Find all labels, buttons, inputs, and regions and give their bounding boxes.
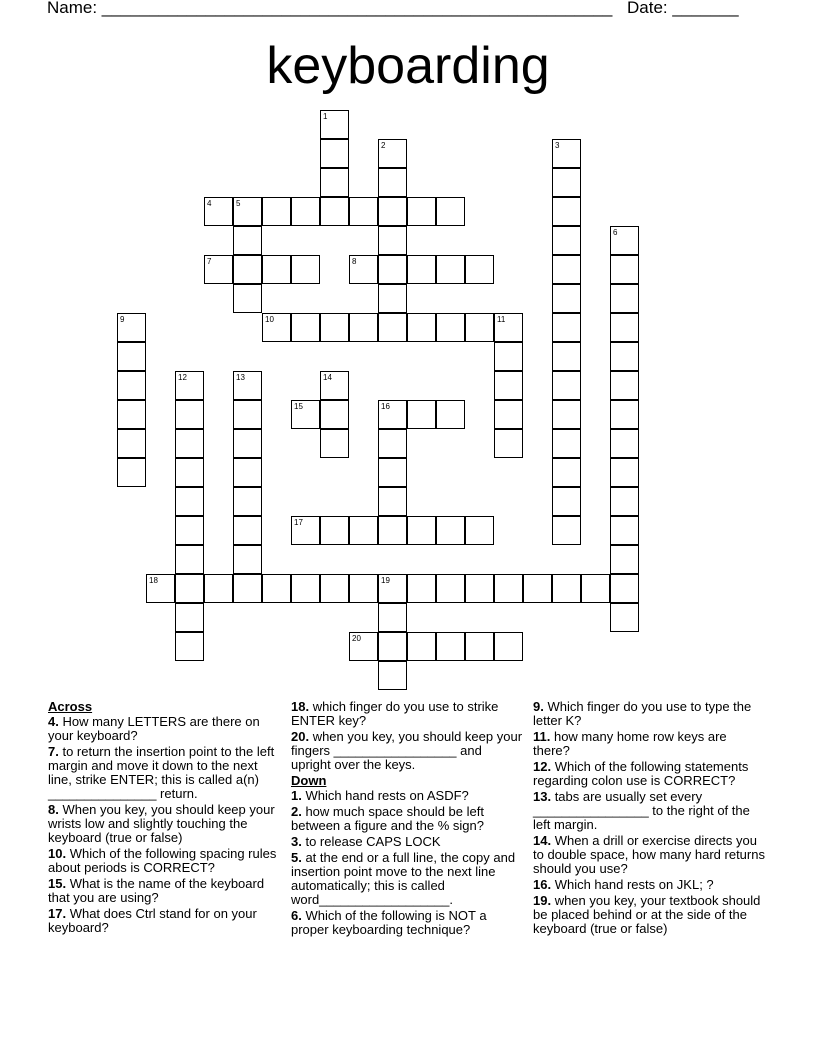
clues-column-3: [533, 700, 767, 938]
crossword-cell[interactable]: [552, 342, 581, 371]
crossword-cell[interactable]: [378, 226, 407, 255]
clue-number: 7: [207, 257, 212, 266]
clue-item-text: when you key, your textbook should be placed behind or at the side of the keyboard (true or false): [533, 893, 761, 936]
clue-item-text: how many home row keys are there?: [533, 729, 727, 758]
clue-item-text: What does Ctrl stand for on your keyboard?: [48, 906, 257, 935]
clue-number: 4: [207, 199, 212, 208]
crossword-cell[interactable]: [117, 371, 146, 400]
clue-item-number: 6.: [291, 908, 302, 923]
crossword-cell[interactable]: [378, 168, 407, 197]
crossword-cell[interactable]: [610, 487, 639, 516]
crossword-cell[interactable]: [117, 429, 146, 458]
clue-number: 6: [613, 228, 618, 237]
crossword-cell[interactable]: [552, 429, 581, 458]
crossword-cell[interactable]: [175, 458, 204, 487]
crossword-cell[interactable]: [233, 255, 262, 284]
clue-item-text: Which of the following spacing rules about periods is CORRECT?: [48, 846, 277, 875]
clue-item: [48, 907, 282, 935]
crossword-cell[interactable]: [581, 574, 610, 603]
crossword-cell[interactable]: [610, 284, 639, 313]
crossword-cell[interactable]: [407, 516, 436, 545]
crossword-cell[interactable]: [204, 574, 233, 603]
clue-item-text: Which of the following is NOT a proper keyboarding technique?: [291, 908, 487, 937]
clue-number: 17: [294, 518, 303, 527]
clue-item: [533, 700, 767, 728]
crossword-cell[interactable]: [378, 516, 407, 545]
clue-number: 11: [497, 315, 506, 324]
crossword-cell[interactable]: [465, 255, 494, 284]
clue-item-number: 12.: [533, 759, 552, 774]
crossword-cell[interactable]: [407, 574, 436, 603]
crossword-cell[interactable]: [465, 632, 494, 661]
clue-item-number: 5.: [291, 850, 302, 865]
clue-number: 8: [352, 257, 357, 266]
crossword-cell[interactable]: [523, 574, 552, 603]
crossword-cell[interactable]: [378, 661, 407, 690]
clue-item-text: Which of the following statements regarding colon use is CORRECT?: [533, 759, 749, 788]
crossword-cell[interactable]: [378, 632, 407, 661]
crossword-cell[interactable]: [407, 313, 436, 342]
crossword-cell[interactable]: [262, 197, 291, 226]
crossword-cell[interactable]: [291, 197, 320, 226]
crossword-cell[interactable]: [494, 371, 523, 400]
crossword-cell[interactable]: [378, 458, 407, 487]
crossword-cell[interactable]: [233, 458, 262, 487]
clue-item-text: to release CAPS LOCK: [301, 834, 441, 849]
clue-item-number: 7.: [48, 744, 59, 759]
crossword-cell[interactable]: [349, 516, 378, 545]
crossword-cell[interactable]: [610, 458, 639, 487]
clue-item: [291, 805, 525, 833]
crossword-cell[interactable]: [117, 342, 146, 371]
crossword-cell[interactable]: [552, 516, 581, 545]
crossword-cell[interactable]: [494, 400, 523, 429]
clue-number: 14: [323, 373, 332, 382]
clue-item: [291, 835, 525, 849]
clue-item-text: tabs are usually set every ________________ to the right of the left margin.: [533, 789, 750, 832]
clue-item-number: 11.: [533, 729, 551, 744]
clue-item: [48, 803, 282, 845]
crossword-cell[interactable]: [262, 255, 291, 284]
puzzle-title: keyboarding: [266, 37, 550, 95]
crossword-cell[interactable]: [233, 226, 262, 255]
crossword-cell[interactable]: [552, 458, 581, 487]
crossword-cell[interactable]: [465, 313, 494, 342]
clues-column-1: [48, 700, 282, 937]
clue-item-number: 18.: [291, 699, 310, 714]
clue-number: 19: [381, 576, 390, 585]
clue-number: 13: [236, 373, 245, 382]
clue-number: 10: [265, 315, 274, 324]
crossword-cell[interactable]: [610, 342, 639, 371]
clue-number: 5: [236, 199, 241, 208]
clue-item-number: 4.: [48, 714, 59, 729]
crossword-cell[interactable]: [494, 574, 523, 603]
clue-item: [533, 760, 767, 788]
clue-number: 20: [352, 634, 361, 643]
clue-item-text: How many LETTERS are there on your keyboard?: [48, 714, 260, 743]
crossword-cell[interactable]: [407, 255, 436, 284]
crossword-cell[interactable]: [378, 429, 407, 458]
across-heading: Across: [48, 699, 93, 714]
clue-number: 9: [120, 315, 125, 324]
crossword-cell[interactable]: [320, 400, 349, 429]
crossword-cell[interactable]: [436, 197, 465, 226]
crossword-cell[interactable]: [233, 429, 262, 458]
clue-item-text: When you key, you should keep your wrists low and slightly touching the keyboard (true or false): [48, 802, 275, 845]
crossword-cell[interactable]: [407, 197, 436, 226]
clue-item-text: Which finger do you use to type the letter K?: [533, 699, 752, 728]
crossword-cell[interactable]: [117, 400, 146, 429]
crossword-cell[interactable]: [610, 313, 639, 342]
clue-item: [533, 730, 767, 758]
crossword-cell[interactable]: [378, 255, 407, 284]
clue-item: [48, 745, 282, 801]
clue-number: 18: [149, 576, 158, 585]
clue-item: [533, 790, 767, 832]
clue-item-number: 2.: [291, 804, 302, 819]
crossword-cell[interactable]: [378, 197, 407, 226]
clue-item-number: 13.: [533, 789, 552, 804]
clue-item-number: 14.: [533, 833, 552, 848]
crossword-cell[interactable]: [233, 487, 262, 516]
crossword-cell[interactable]: [117, 458, 146, 487]
crossword-cell[interactable]: [610, 429, 639, 458]
clue-item: [533, 878, 767, 892]
crossword-cell[interactable]: [378, 284, 407, 313]
clue-item: [291, 851, 525, 907]
clue-item-number: 10.: [48, 846, 67, 861]
clue-item: [48, 847, 282, 875]
crossword-cell[interactable]: [233, 516, 262, 545]
crossword-cell[interactable]: [407, 400, 436, 429]
crossword-cell[interactable]: [465, 516, 494, 545]
crossword-cell[interactable]: [610, 545, 639, 574]
crossword-cell[interactable]: [175, 487, 204, 516]
crossword-cell[interactable]: [436, 632, 465, 661]
clue-item-text: at the end or a full line, the copy and insertion point move to the next line automatically; this is called word__________________.: [291, 850, 516, 907]
crossword-cell[interactable]: [407, 632, 436, 661]
crossword-cell[interactable]: [320, 429, 349, 458]
clue-item-text: When a drill or exercise directs you to double space, how many hard returns should you use?: [533, 833, 765, 876]
clue-item-text: What is the name of the keyboard that you are using?: [48, 876, 265, 905]
crossword-cell[interactable]: [610, 255, 639, 284]
crossword-cell[interactable]: [552, 197, 581, 226]
clue-item: [291, 700, 525, 728]
crossword-cell[interactable]: [320, 139, 349, 168]
crossword-cell[interactable]: [552, 168, 581, 197]
clues-column-2: [291, 700, 525, 939]
clue-number: 3: [555, 141, 560, 150]
crossword-cell[interactable]: [610, 574, 639, 603]
clue-item-text: how much space should be left between a figure and the % sign?: [291, 804, 484, 833]
crossword-cell[interactable]: [378, 313, 407, 342]
clue-item-number: 17.: [48, 906, 67, 921]
crossword-cell[interactable]: [262, 574, 291, 603]
crossword-cell[interactable]: [610, 400, 639, 429]
crossword-cell[interactable]: [320, 197, 349, 226]
date-field-label: Date: _______: [627, 0, 739, 17]
crossword-cell[interactable]: [552, 574, 581, 603]
clue-number: 2: [381, 141, 386, 150]
crossword-cell[interactable]: [233, 284, 262, 313]
clue-number: 12: [178, 373, 187, 382]
clue-number: 1: [323, 112, 328, 121]
clue-item-number: 1.: [291, 788, 302, 803]
crossword-cell[interactable]: [320, 313, 349, 342]
crossword-cell[interactable]: [552, 487, 581, 516]
clue-number: 16: [381, 402, 390, 411]
crossword-cell[interactable]: [552, 400, 581, 429]
crossword-cell[interactable]: [610, 516, 639, 545]
crossword-cell[interactable]: [175, 574, 204, 603]
crossword-cell[interactable]: [436, 516, 465, 545]
name-field-label: Name: ______________________________________________________: [47, 0, 613, 17]
crossword-cell[interactable]: [552, 313, 581, 342]
crossword-cell[interactable]: [552, 226, 581, 255]
crossword-cell[interactable]: [465, 574, 494, 603]
clue-item-text: when you key, you should keep your fingers _________________ and upright over the keys.: [291, 729, 523, 772]
crossword-cell[interactable]: [175, 545, 204, 574]
clue-item-text: Which hand rests on ASDF?: [301, 788, 469, 803]
crossword-cell[interactable]: [552, 255, 581, 284]
clue-item-number: 9.: [533, 699, 544, 714]
crossword-cell[interactable]: [233, 574, 262, 603]
crossword-cell[interactable]: [291, 574, 320, 603]
crossword-cell[interactable]: [378, 487, 407, 516]
crossword-cell[interactable]: [291, 313, 320, 342]
crossword-cell[interactable]: [436, 574, 465, 603]
clue-item: [533, 834, 767, 876]
crossword-cell[interactable]: [494, 342, 523, 371]
crossword-cell[interactable]: [320, 168, 349, 197]
crossword-cell[interactable]: [378, 603, 407, 632]
crossword-cell[interactable]: [436, 255, 465, 284]
crossword-cell[interactable]: [436, 400, 465, 429]
clue-item-number: 20.: [291, 729, 310, 744]
crossword-cell[interactable]: [175, 429, 204, 458]
clue-item: [533, 894, 767, 936]
crossword-cell[interactable]: [233, 545, 262, 574]
crossword-cell[interactable]: [610, 371, 639, 400]
crossword-cell[interactable]: [291, 255, 320, 284]
crossword-cell[interactable]: [175, 400, 204, 429]
clue-item-text: which finger do you use to strike ENTER key?: [291, 699, 499, 728]
clue-item-number: 16.: [533, 877, 552, 892]
clue-item-text: Which hand rests on JKL; ?: [551, 877, 714, 892]
clue-item: [291, 909, 525, 937]
crossword-cell[interactable]: [175, 632, 204, 661]
crossword-cell[interactable]: [610, 603, 639, 632]
crossword-cell[interactable]: [552, 284, 581, 313]
clue-item-number: 15.: [48, 876, 67, 891]
clue-item: [291, 730, 525, 772]
crossword-cell[interactable]: [320, 574, 349, 603]
crossword-cell[interactable]: [175, 516, 204, 545]
clue-item: [291, 789, 525, 803]
crossword-cell[interactable]: [175, 603, 204, 632]
clue-number: 15: [294, 402, 303, 411]
clue-item-text: to return the insertion point to the left margin and move it down to the next line, strike ENTER; this is called a(n) _______________ return.: [48, 744, 275, 801]
down-heading: Down: [291, 773, 327, 788]
crossword-cell[interactable]: [494, 429, 523, 458]
clue-item-number: 19.: [533, 893, 552, 908]
crossword-cell[interactable]: [349, 574, 378, 603]
clue-item-number: 8.: [48, 802, 59, 817]
clue-item: [48, 877, 282, 905]
crossword-cell[interactable]: [233, 400, 262, 429]
clue-item-number: 3.: [291, 834, 302, 849]
crossword-cell[interactable]: [349, 197, 378, 226]
crossword-cell[interactable]: [436, 313, 465, 342]
crossword-cell[interactable]: [349, 313, 378, 342]
crossword-cell[interactable]: [320, 516, 349, 545]
crossword-cell[interactable]: [552, 371, 581, 400]
crossword-cell[interactable]: [494, 632, 523, 661]
clue-item: [48, 715, 282, 743]
